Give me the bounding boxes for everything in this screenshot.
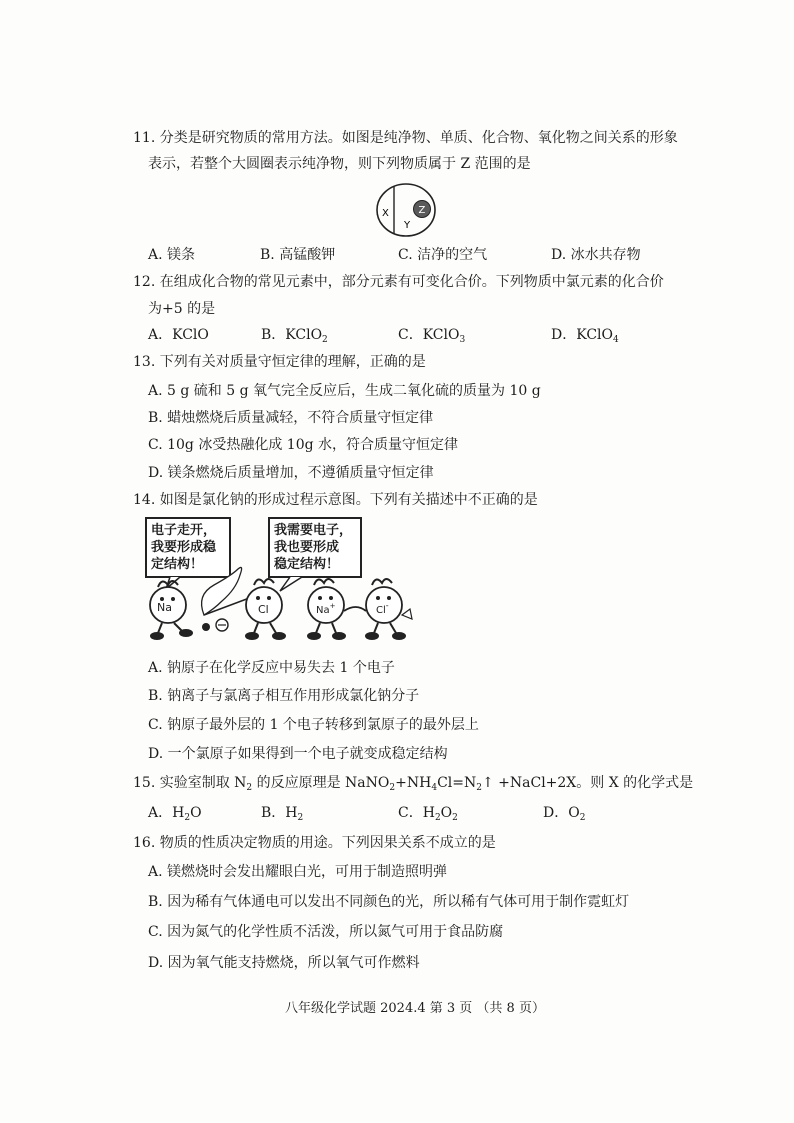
q14-option-d[interactable]: D. 一个氯原子如果得到一个电子就变成稳定结构 [148, 746, 448, 762]
sodium-ion-icon [307, 579, 346, 640]
q12-options [148, 325, 619, 345]
q16-option-c[interactable]: C. 因为氮气的化学性质不活泼，所以氮气可用于食品防腐 [148, 924, 504, 940]
q15-option-a[interactable]: A．$H_2O$ [148, 805, 202, 823]
venn-label-x: X [382, 208, 389, 219]
chlorine-atom-icon [245, 579, 286, 640]
q12-stem-line2: 为+5 的是 [148, 301, 216, 317]
q11-option-a[interactable]: A. 镁条 [148, 247, 196, 263]
q12-stem-line1: 12. 在组成化合物的常见元素中，部分元素有可变化合价。下列物质中氯元素的化合价 [133, 274, 664, 290]
svg-text:Na+: Na+ [316, 602, 336, 616]
venn-label-z: Z [418, 205, 426, 216]
q12-option-a[interactable]: A．KClO [148, 327, 209, 343]
venn-diagram [374, 181, 438, 239]
bubble-tail-right [280, 577, 302, 591]
q16-option-d[interactable]: D. 因为氧气能支持燃烧，所以氧气可作燃料 [148, 955, 420, 971]
q15-option-b[interactable]: B．$H_2$ [261, 805, 304, 823]
q13-stem: 13. 下列有关对质量守恒定律的理解，正确的是 [133, 354, 426, 370]
q11-stem-line1: 11. 分类是研究物质的常用方法。如图是纯净物、单质、化合物、氧化物之间关系的形象 [133, 130, 678, 146]
venn-label-y: Y [404, 220, 411, 231]
q14-option-c[interactable]: C. 钠原子最外层的 1 个电子转移到氯原子的最外层上 [148, 717, 479, 733]
q16-option-b[interactable]: B. 因为稀有气体通电可以发出不同颜色的光，所以稀有气体可用于制作霓虹灯 [148, 894, 630, 910]
q15-option-d[interactable]: D．$O_2$ [543, 805, 586, 823]
q13-option-b[interactable]: B. 蜡烛燃烧后质量减轻，不符合质量守恒定律 [148, 410, 434, 426]
q13-option-d[interactable]: D. 镁条燃烧后质量增加，不遵循质量守恒定律 [148, 465, 434, 481]
q12-option-c[interactable]: C．KClO$_3$ [398, 327, 466, 345]
sodium-atom-icon [150, 581, 193, 640]
butterfly-net-icon [202, 567, 252, 615]
q16-option-a[interactable]: A. 镁燃烧时会发出耀眼白光，可用于制造照明弹 [148, 864, 448, 880]
holding-hands-icon [344, 607, 366, 611]
q15-option-c[interactable]: C．$H_2O_2$ [398, 805, 458, 823]
svg-text:Cl: Cl [258, 603, 269, 616]
svg-text:Cl-: Cl- [376, 601, 389, 616]
speech-bubble-sodium: 电子走开， 我要形成稳 定结构！ [145, 517, 231, 578]
electron-icon [202, 619, 228, 631]
q14-stem: 14. 如图是氯化钠的形成过程示意图。下列有关描述中不正确的是 [133, 492, 538, 508]
q11-stem-line2: 表示，若整个大圆圈表示纯净物，则下列物质属于 Z 范围的是 [148, 156, 531, 172]
q14-option-a[interactable]: A. 钠原子在化学反应中易失去 1 个电子 [148, 660, 395, 676]
svg-text:Na: Na [157, 601, 172, 614]
q11-option-c[interactable]: C. 洁净的空气 [398, 247, 488, 263]
page-footer: 八年级化学试题 2024.4 第 3 页 （共 8 页） [285, 1001, 545, 1016]
chloride-ion-icon [365, 579, 412, 640]
q12-option-b[interactable]: B．KClO$_2$ [261, 327, 328, 345]
q14-option-b[interactable]: B. 钠离子与氯离子相互作用形成氯化钠分子 [148, 688, 420, 704]
q15-stem: 15. 实验室制取 $N_2$ 的反应原理是 $NaNO_2+NH_4Cl=N_2↑$ +NaCl+2X。则 X 的化学式是 [133, 775, 694, 793]
nacl-illustration [140, 515, 420, 645]
atom-cartoons [140, 515, 420, 645]
q11-options [148, 245, 668, 265]
q15-options [148, 803, 608, 823]
q11-option-d[interactable]: D. 冰水共存物 [551, 247, 641, 263]
q13-option-a[interactable]: A. 5 g 硫和 5 g 氧气完全反应后，生成二氧化硫的质量为 10 g [148, 383, 541, 399]
q12-option-d[interactable]: D．KClO$_4$ [551, 327, 619, 345]
q13-option-c[interactable]: C. 10g 冰受热融化成 10g 水，符合质量守恒定律 [148, 437, 459, 453]
q16-stem: 16. 物质的性质决定物质的用途。下列因果关系不成立的是 [133, 835, 496, 851]
speech-bubble-chlorine: 我需要电子， 我也要形成 稳定结构！ [268, 517, 362, 578]
q11-option-b[interactable]: B. 高锰酸钾 [260, 247, 336, 263]
